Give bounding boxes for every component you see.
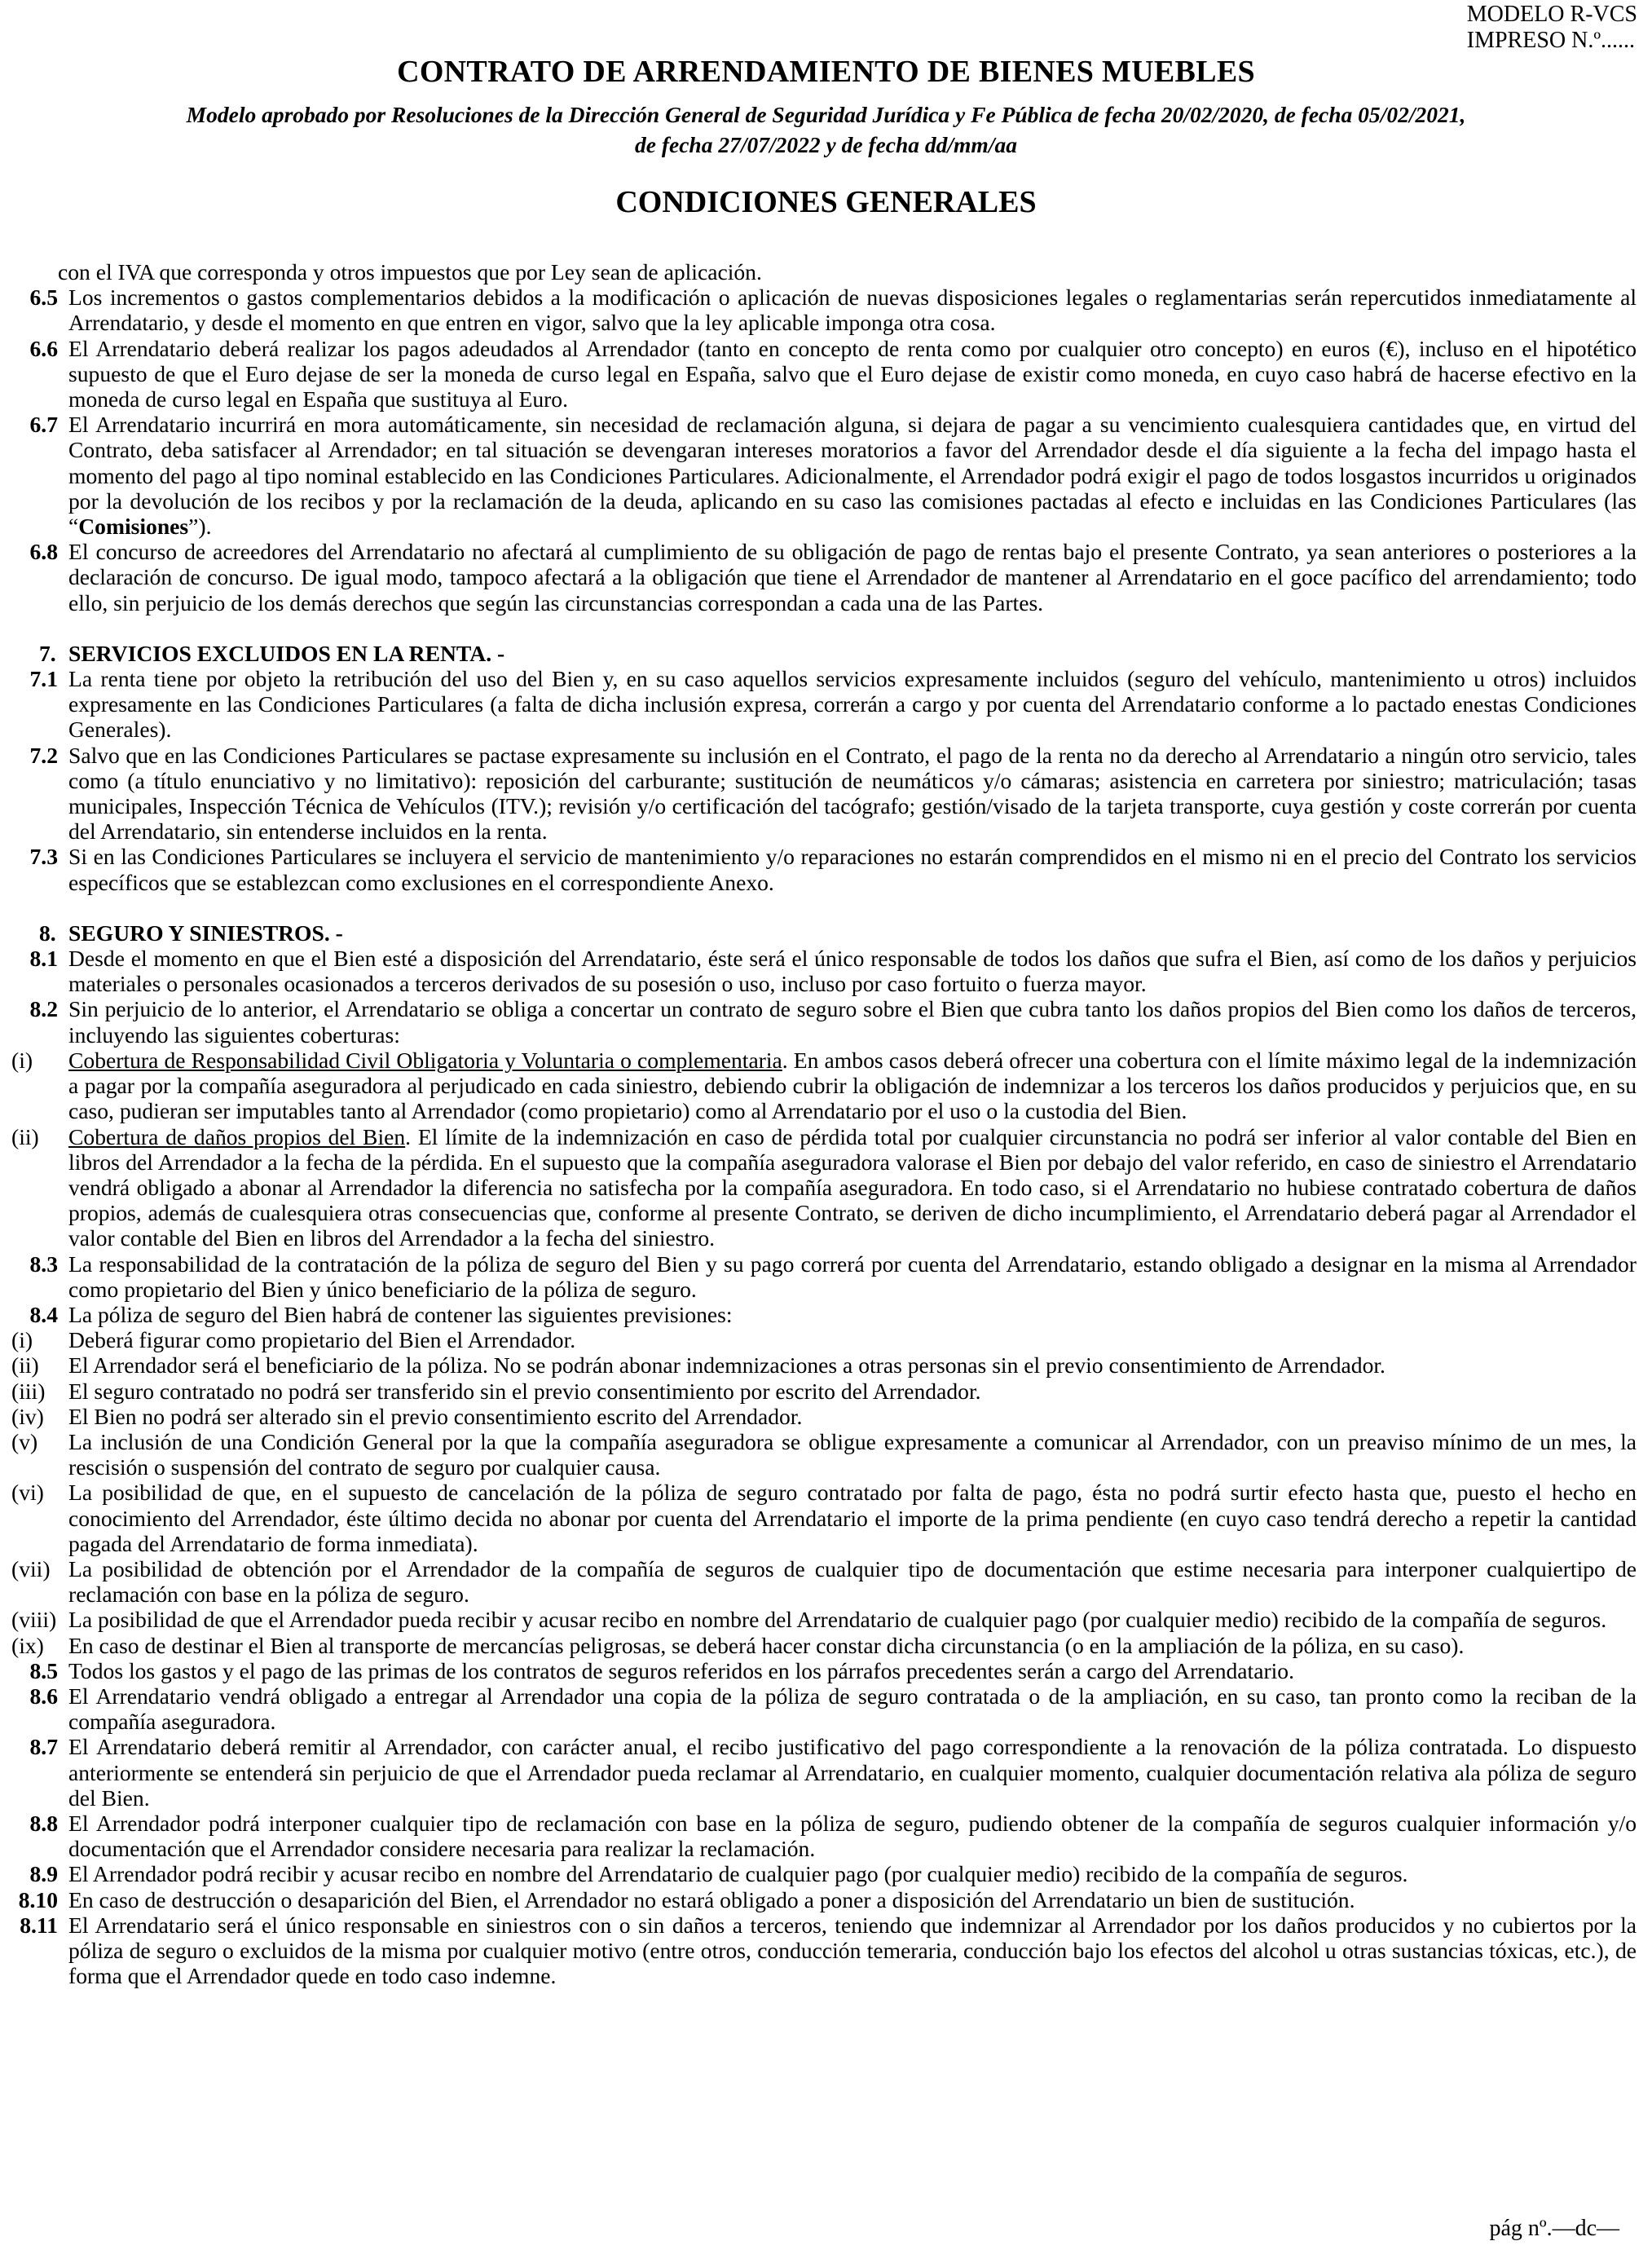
list-item <box>11 1480 1637 1556</box>
clause-number: 8.6 <box>29 1683 58 1709</box>
clause-number: 6.7 <box>29 412 58 438</box>
clause-number: 8.10 <box>18 1886 58 1912</box>
item-text: La posibilidad de que, en el supuesto de cancelación de la póliza de seguro contratado por falta de pago, ésta no podrá surtir efecto hasta que, puesto el hecho en conocimiento del Arrendador, éste último decida no abonar por cuenta del Arrendatario el importe de la prima pendiente (en cuyo caso tendrá derecho a repetir la cantidad pagada del Arrendatario de forma inmediata). <box>68 1480 1637 1556</box>
clause-8-6 <box>11 1683 1637 1734</box>
list-item <box>11 1327 1637 1352</box>
item-number: (viii) <box>11 1607 57 1633</box>
item-text: El Bien no podrá ser alterado sin el previo consentimiento escrito del Arrendador. <box>68 1403 803 1429</box>
clause-number: 8.9 <box>29 1861 58 1887</box>
item-text: Deberá figurar como propietario del Bien el Arrendador. <box>68 1327 576 1353</box>
list-item <box>11 1633 1637 1658</box>
clause-text: El concurso de acreedores del Arrendatario no afectará al cumplimiento de su obligación de pago de rentas bajo el presente Contrato, ya sean anteriores o posteriores a la declaración de concurso. De igual modo, tampoco afectará a la obligación que tiene el Arrendador de mantener al Arrendatario en el goce pacífico del arrendamiento; todo ello, sin perjuicio de los demás derechos que según las circunstancias correspondan a cada una de las Partes. <box>68 539 1637 615</box>
clause-number: 8.11 <box>20 1912 58 1938</box>
clause-text: Todos los gastos y el pago de las primas de los contratos de seguros referidos en los párrafos precedentes serán a cargo del Arrendatario. <box>68 1657 1295 1683</box>
clause-text: La renta tiene por objeto la retribución del uso del Bien y, en su caso aquellos servicios expresamente incluidos (seguro del vehículo, mantenimiento u otros) incluidos expresamente en las Condiciones Particulares (a falta de dicha inclusión expresa, correrán a cargo y por cuenta del Arrendatario conforme a lo pactado enestas Condiciones Generales). <box>68 666 1637 743</box>
clause-7-2 <box>11 743 1637 845</box>
clause-text: Si en las Condiciones Particulares se incluyera el servicio de mantenimiento y/o reparaciones no estarán comprendidos en el mismo ni en el precio del Contrato los servicios específicos que se establezcan como exclusiones en el correspondiente Anexo. <box>68 844 1637 895</box>
print-number: IMPRESO N.º...... <box>1466 28 1636 53</box>
clause-8-1 <box>11 946 1637 996</box>
item-number: (i) <box>11 1327 33 1353</box>
clause-8-10 <box>11 1887 1637 1912</box>
clause-8-7 <box>11 1734 1637 1811</box>
item-number: (vi) <box>11 1480 44 1506</box>
item-text: El seguro contratado no podrá ser transferido sin el previo consentimiento por escrito del Arrendador. <box>68 1378 981 1404</box>
item-number: (iii) <box>11 1378 46 1404</box>
clause-8-2-ii <box>11 1124 1637 1251</box>
clause-number: 8.3 <box>29 1251 58 1277</box>
clause-8-3 <box>11 1251 1637 1302</box>
underlined-term: Cobertura de daños propios del Bien <box>68 1123 406 1149</box>
clause-8-2-i <box>11 1048 1637 1124</box>
document-title: CONTRATO DE ARRENDAMIENTO DE BIENES MUEBLES <box>397 55 1255 89</box>
item-number: (vii) <box>11 1555 51 1581</box>
paragraph-continuation <box>11 259 1637 285</box>
clause-number: 6.8 <box>29 539 58 565</box>
item-text: En caso de destinar el Bien al transporte de mercancías peligrosas, se deberá hacer constar dicha circunstancia (o en la ampliación de la póliza, en su caso). <box>68 1632 1465 1658</box>
clause-7-3 <box>11 844 1637 894</box>
clause-text: Los incrementos o gastos complementarios debidos a la modificación o aplicación de nuevas disposiciones legales o reglamentarias serán repercutidos inmediatamente al Arrendatario, y desde el momento en que entren en vigor, salvo que la ley aplicable imponga otra cosa. <box>68 285 1637 336</box>
clause-number: 8.4 <box>29 1301 58 1327</box>
clause-text: El Arrendatario vendrá obligado a entregar al Arrendador una copia de la póliza de seguro contratada o de la ampliación, en su caso, tan pronto como la reciban de la compañía aseguradora. <box>68 1683 1637 1735</box>
clause-number: 8.1 <box>29 946 58 972</box>
clause-8-5 <box>11 1658 1637 1683</box>
clause-number: 6.5 <box>29 285 58 311</box>
item-number: (i) <box>11 1047 33 1073</box>
clause-8-8 <box>11 1811 1637 1861</box>
model-tag <box>1467 2 1637 54</box>
clause-text-a: El Arrendatario incurrirá en mora automáticamente, sin necesidad de reclamación alguna, si dejara de pagar a su vencimiento cualesquiera cantidades que, en virtud del Contrato, deba satisfacer al Arrendador; en tal situación se devengaran intereses moratorios a favor del Arrendador desde el día siguiente a la fecha del impago hasta el momento del pago al tipo nominal establecido en las Condiciones Particulares. Adicionalmente, el Arrendador podrá exigir el pago de todos losgastos incurridos u originados por la devolución de los recibos y por la reclamación de la deuda, aplicando en su caso las comisiones pactadas al efecto e incluidas en las Condiciones Particulares (las “ <box>68 412 1637 540</box>
heading-text: SERVICIOS EXCLUIDOS EN LA RENTA. - <box>68 640 505 666</box>
page-number: pág nº.—dc— <box>1489 2216 1619 2241</box>
clause-number: 8.8 <box>29 1810 58 1836</box>
clause-6-6 <box>11 336 1637 412</box>
item-number: (ix) <box>11 1632 44 1658</box>
clause-number: 7.1 <box>29 666 58 692</box>
item-text: La posibilidad de obtención por el Arrendador de la compañía de seguros de cualquier tipo de documentación que estime necesaria para interponer cualquiertipo de reclamación con base en la póliza de seguro. <box>68 1555 1637 1608</box>
paragraph-text: con el IVA que corresponda y otros impuestos que por Ley sean de aplicación. <box>58 259 762 285</box>
clause-text: Salvo que en las Condiciones Particulares se pactase expresamente su inclusión en el Contrato, el pago de la renta no da derecho al Arrendatario a ningún otro servicio, tales como (a título enunciativo y no limitativo): reposición del carburante; sustitución de neumáticos y/o cámaras; asistencia en carretera por siniestro; matriculación; tasas municipales, Inspección Técnica de Vehículos (ITV.); revisión y/o certificación del tacógrafo; gestión/visado de la tarjeta transporte, cuya gestión y coste correrán por cuenta del Arrendatario, sin entenderse incluidos en la renta. <box>68 742 1637 845</box>
item-number: (ii) <box>11 1352 39 1379</box>
clause-7-1 <box>11 666 1637 743</box>
clause-number: 8.5 <box>29 1657 58 1683</box>
item-text: La inclusión de una Condición General por la que la compañía aseguradora se obligue expresamente a comunicar al Arrendador, con un preaviso mínimo de un mes, la rescisión o suspensión del contrato de seguro por cualquier causa. <box>68 1428 1637 1480</box>
model-code: MODELO R-VCS <box>1466 2 1637 27</box>
heading-number: 7. <box>39 640 56 666</box>
clause-number: 8.7 <box>29 1734 58 1760</box>
item-text: La posibilidad de que el Arrendador pueda recibir y acusar recibo en nombre del Arrendatario de cualquier pago (por cualquier medio) recibido de la compañía de seguros. <box>68 1607 1607 1633</box>
list-item <box>11 1607 1637 1632</box>
clause-number: 7.3 <box>29 844 58 870</box>
clause-text: La póliza de seguro del Bien habrá de contener las siguientes previsiones: <box>68 1301 733 1327</box>
item-text <box>58 1124 1637 1251</box>
clause-text-b: ”). <box>188 514 212 540</box>
heading-7 <box>11 641 1637 666</box>
clause-6-8 <box>11 539 1637 615</box>
list-item <box>11 1556 1637 1607</box>
section-title: CONDICIONES GENERALES <box>615 185 1037 219</box>
clause-text: El Arrendador podrá interponer cualquier tipo de reclamación con base en la póliza de seguro, pudiendo obtener de la compañía de seguros cualquier información y/o documentación que el Arrendador considere necesaria para realizar la reclamación. <box>68 1810 1637 1862</box>
clause-number: 8.2 <box>29 996 58 1022</box>
approval-note <box>81 99 1571 160</box>
clause-8-2 <box>11 996 1637 1047</box>
clause-text: La responsabilidad de la contratación de la póliza de seguro del Bien y su pago correrá por cuenta del Arrendatario, estando obligado a designar en la misma al Arrendador como propietario del Bien y único beneficiario de la póliza de seguro. <box>68 1251 1637 1302</box>
heading-8 <box>11 920 1637 946</box>
clause-number: 6.6 <box>29 335 58 361</box>
clause-text: El Arrendatario deberá remitir al Arrendador, con carácter anual, el recibo justificativo del pago correspondiente a la renovación de la póliza contratada. Lo dispuesto anteriormente se entenderá sin perjuicio de que el Arrendador pueda reclamar al Arrendatario, en cualquier momento, cualquier documentación relativa ala póliza de seguro del Bien. <box>68 1734 1637 1811</box>
list-item <box>11 1352 1637 1378</box>
approval-line-1: Modelo aprobado por Resoluciones de la Dirección General de Seguridad Jurídica y Fe Pública de fecha 20/02/2020, de fecha 05/02/2021, <box>186 102 1466 127</box>
item-text <box>58 1048 1637 1124</box>
item-text: El Arrendador será el beneficiario de la póliza. No se podrán abonar indemnizaciones a otras personas sin el previo consentimiento de Arrendador. <box>68 1352 1385 1379</box>
clause-text <box>58 412 1637 539</box>
heading-number: 8. <box>39 920 56 946</box>
clause-number: 7.2 <box>29 742 58 768</box>
clause-text: Desde el momento en que el Bien esté a disposición del Arrendatario, éste será el único responsable de todos los daños que sufra el Bien, así como de los daños y perjuicios materiales o personales ocasionados a terceros derivados de su posesión o uso, incluso por caso fortuito o fuerza mayor. <box>68 946 1637 997</box>
item-text-rest: . En ambos casos deberá ofrecer una cobertura con el límite máximo legal de la indemnización a pagar por la compañía aseguradora al perjudicado en cada siniestro, debiendo cubrir la obligación de indemnizar a los terceros los daños producidos y perjuicios que, en su caso, pudieran ser imputables tanto al Arrendador (como propietario) como al Arrendatario por el uso o la custodia del Bien. <box>68 1047 1637 1124</box>
underlined-term: Cobertura de Responsabilidad Civil Obligatoria y Voluntaria o complementaria <box>68 1047 782 1073</box>
heading-text: SEGURO Y SINIESTROS. - <box>68 920 343 946</box>
clause-8-4 <box>11 1302 1637 1327</box>
clause-8-9 <box>11 1861 1637 1886</box>
clause-6-7 <box>11 412 1637 539</box>
clause-text: El Arrendatario deberá realizar los pagos adeudados al Arrendador (tanto en concepto de renta como por cualquier otro concepto) en euros (€), incluso en el hipotético supuesto de que el Euro dejase de ser la moneda de curso legal en España, salvo que el Euro dejase de existir como moneda, en cuyo caso habrá de hacerse efectivo en la moneda de curso legal en España que sustituya al Euro. <box>68 335 1637 412</box>
approval-line-2: de fecha 27/07/2022 y de fecha dd/mm/aa <box>635 132 1017 157</box>
clause-6-5 <box>11 285 1637 335</box>
clause-text: En caso de destrucción o desaparición del Bien, el Arrendador no estará obligado a poner a disposición del Arrendatario un bien de sustitución. <box>68 1886 1355 1912</box>
defined-term: Comisiones <box>78 514 189 540</box>
item-text-rest: . El límite de la indemnización en caso de pérdida total por cualquier circunstancia no podrá ser inferior al valor contable del Bien en libros del Arrendador a la fecha de la pérdida. En el supuesto que la compañía aseguradora valorase el Bien por debajo del valor referido, en caso de siniestro el Arrendatario vendrá obligado a abonar al Arrendador la diferencia no satisfecha por la compañía aseguradora. En todo caso, si el Arrendatario no hubiese contratado cobertura de daños propios, además de cualesquiera otras consecuencias que, conforme al presente Contrato, se deriven de dicho incumplimiento, el Arrendatario deberá pagar al Arrendador el valor contable del Bien en libros del Arrendador a la fecha del siniestro. <box>68 1123 1637 1251</box>
document-body <box>11 259 1637 1988</box>
item-number: (ii) <box>11 1123 39 1149</box>
list-item <box>11 1429 1637 1480</box>
clause-text: El Arrendatario será el único responsable en siniestros con o sin daños a terceros, teniendo que indemnizar al Arrendador por los daños producidos y no cubiertos por la póliza de seguro o excluidos de la misma por cualquier motivo (entre otros, conducción temeraria, conducción bajo los efectos del alcohol u otras sustancias tóxicas, etc.), de forma que el Arrendador quede en todo caso indemne. <box>68 1912 1637 1989</box>
list-item <box>11 1379 1637 1404</box>
clause-text: Sin perjuicio de lo anterior, el Arrendatario se obliga a concertar un contrato de seguro sobre el Bien que cubra tanto los daños propios del Bien como los daños de terceros, incluyendo las siguientes coberturas: <box>68 996 1637 1048</box>
item-number: (v) <box>11 1428 38 1454</box>
clause-text: El Arrendador podrá recibir y acusar recibo en nombre del Arrendatario de cualquier pago (por cualquier medio) recibido de la compañía de seguros. <box>68 1861 1408 1887</box>
clause-8-11 <box>11 1912 1637 1989</box>
list-item <box>11 1404 1637 1429</box>
item-number: (iv) <box>11 1403 44 1429</box>
